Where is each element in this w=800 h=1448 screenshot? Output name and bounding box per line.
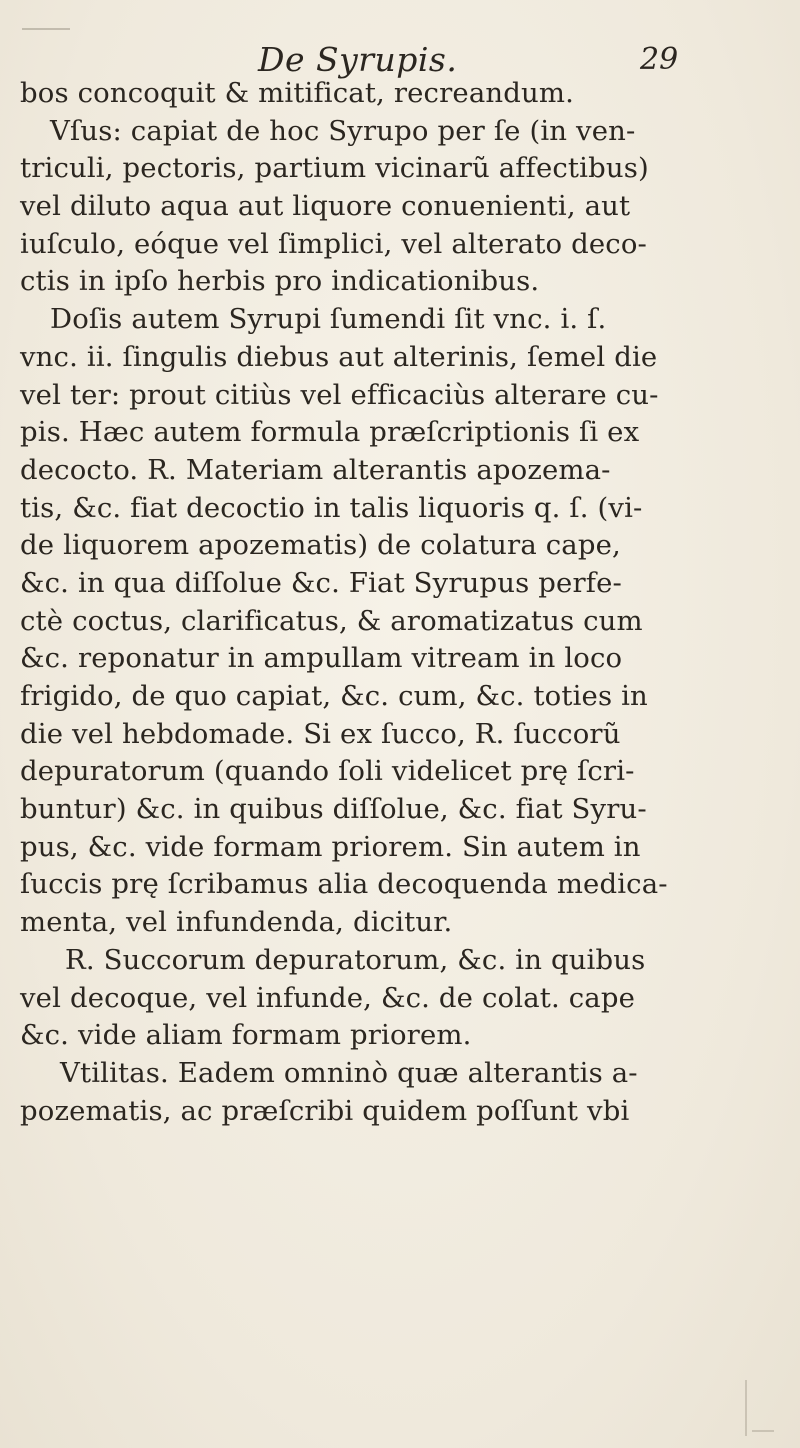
paper-blemish [752, 1430, 774, 1432]
text-line: ſuccis prę ſcribamus alia decoquenda medica- [20, 868, 668, 901]
text-line: ctè coctus, clarificatus, & aromatizatus cum [20, 604, 643, 637]
text-line: pus, &c. vide formam priorem. Sin autem in [20, 830, 641, 863]
running-title: De Syrupis. [258, 40, 458, 79]
text-line: Vtilitas. Eadem omninò quæ alterantis a- [60, 1056, 638, 1089]
text-line: vel diluto aqua aut liquore conuenienti, aut [20, 190, 631, 223]
text-line: pis. Hæc autem formula præſcriptionis ſi ex [20, 416, 640, 449]
page-number: 29 [640, 42, 679, 77]
text-line: triculi, pectoris, partium vicinarũ affectibus) [20, 152, 649, 185]
text-line: vel decoque, vel infunde, &c. de colat. cape [20, 981, 636, 1014]
running-head [0, 40, 800, 80]
text-line: vnc. ii. ſingulis diebus aut alterinis, ſemel die [20, 340, 658, 373]
text-line: &c. in qua diſſolue &c. Fiat Syrupus perfe- [20, 566, 622, 599]
text-line: frigido, de quo capiat, &c. cum, &c. toties in [20, 680, 648, 712]
paper-blemish [22, 28, 70, 30]
text-line: bos concoquit & mitificat, recreandum. [20, 77, 574, 109]
text-line: buntur) &c. in quibus diſſolue, &c. fiat Syru- [20, 793, 647, 826]
text-line: die vel hebdomade. Si ex ſucco, R. ſuccorũ [20, 717, 621, 750]
text-line: pozematis, ac præſcribi quidem poſſunt vbi [20, 1094, 630, 1127]
text-line: menta, vel infundenda, dicitur. [20, 906, 453, 939]
text-line: R. Succorum depuratorum, &c. in quibus [65, 943, 646, 976]
text-line: decocto. R. Materiam alterantis apozema- [20, 453, 611, 486]
paper-blemish [745, 1380, 747, 1436]
text-line: vel ter: prout citiùs vel efficaciùs alterare cu- [20, 378, 659, 411]
text-line: ctis in ipſo herbis pro indicationibus. [20, 265, 540, 298]
text-line: Vſus: capiat de hoc Syrupo per ſe (in ven- [50, 114, 636, 147]
text-line: iuſculo, eóque vel ſimplici, vel alterato deco- [20, 227, 647, 260]
text-line: Doſis autem Syrupi ſumendi ſit vnc. i. ſ. [50, 303, 607, 336]
text-line: &c. vide aliam formam priorem. [20, 1019, 472, 1052]
body-text [20, 75, 720, 1130]
text-line: de liquorem apozematis) de colatura cape, [20, 529, 621, 562]
text-line: tis, &c. fiat decoctio in talis liquoris q. ſ. (vi- [20, 491, 643, 524]
text-line: &c. reponatur in ampullam vitream in loco [20, 642, 623, 675]
text-line: depuratorum (quando ſoli videlicet prę ſcri- [20, 755, 635, 788]
